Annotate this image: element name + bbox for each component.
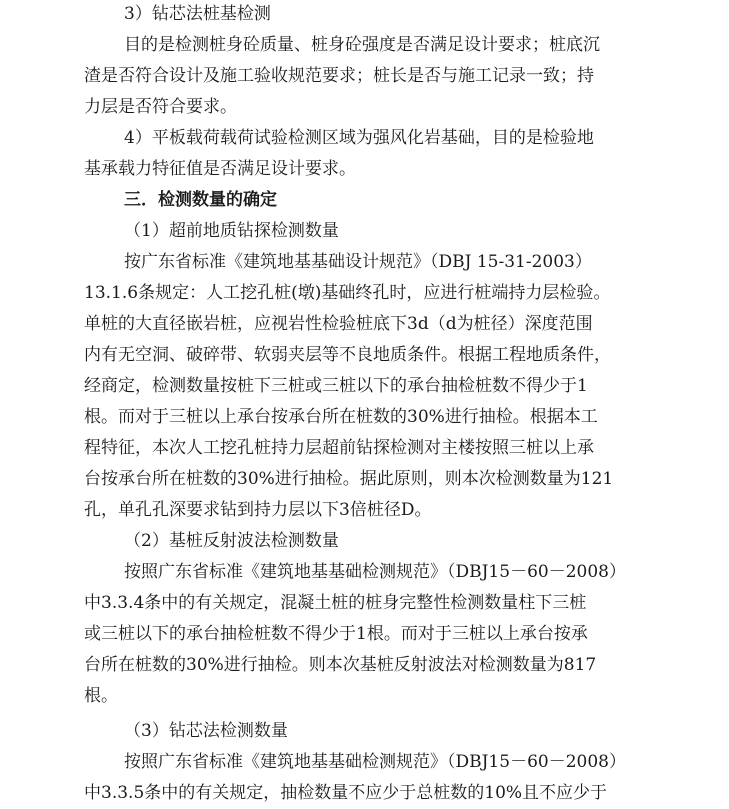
text-line: 经商定，检测数量按桩下三桩或三桩以下的承台抽检桩数不得少于1	[84, 376, 588, 396]
text-line: 内有无空洞、破碎带、软弱夹层等不良地质条件。根据工程地质条件，	[84, 345, 611, 365]
text-line: 13.1.6条规定：人工挖孔桩(墩)基础终孔时，应进行桩端持力层检验。	[84, 283, 611, 303]
text-line: 根。而对于三桩以上承台按承台所在桩数的30%进行抽检。根据本工	[84, 407, 598, 427]
text-line: 4）平板载荷载荷试验检测区域为强风化岩基础，目的是检验地	[124, 128, 594, 148]
text-line: 力层是否符合要求。	[84, 97, 237, 117]
text-line: 台按承台所在桩数的30%进行抽检。据此原则，则本次检测数量为121	[84, 469, 614, 489]
text-line: （1）超前地质钻探检测数量	[124, 221, 339, 241]
section-heading: 三．检测数量的确定	[124, 190, 277, 210]
text-line: 孔，单孔孔深要求钻到持力层以下3倍桩径D。	[84, 500, 432, 520]
text-line: 中3.3.4条中的有关规定，混凝土桩的桩身完整性检测数量柱下三桩	[84, 593, 587, 613]
text-line: 或三桩以下的承台抽检桩数不得少于1根。而对于三桩以上承台按承	[84, 624, 588, 644]
text-line: 程特征，本次人工挖孔桩持力层超前钻探检测对主楼按照三桩以上承	[84, 438, 594, 458]
text-line: 按广东省标准《建筑地基基础设计规范》（DBJ 15-31-2003）	[124, 252, 592, 272]
text-line: 按照广东省标准《建筑地基基础检测规范》（DBJ15－60－2008）	[124, 752, 626, 772]
document-body	[84, 0, 647, 809]
text-line: 按照广东省标准《建筑地基基础检测规范》（DBJ15－60－2008）	[124, 562, 626, 582]
text-line: 渣是否符合设计及施工验收规范要求；桩长是否与施工记录一致；持	[84, 66, 594, 86]
text-line: 中3.3.5条中的有关规定，抽检数量不应少于总桩数的10%且不应少于	[84, 783, 608, 803]
text-line: 台所在桩数的30%进行抽检。则本次基桩反射波法对检测数量为817	[84, 655, 597, 675]
text-line: 目的是检测桩身砼质量、桩身砼强度是否满足设计要求；桩底沉	[124, 35, 600, 55]
text-line: 单桩的大直径嵌岩桩，应视岩性检验桩底下3d（d为桩径）深度范围	[84, 314, 593, 334]
text-line: （3）钻芯法检测数量	[124, 721, 288, 741]
text-line: （2）基桩反射波法检测数量	[124, 531, 339, 551]
text-line: 基承载力特征值是否满足设计要求。	[84, 159, 356, 179]
text-line: 根。	[84, 686, 118, 706]
text-line: 3）钻芯法桩基检测	[124, 4, 271, 24]
